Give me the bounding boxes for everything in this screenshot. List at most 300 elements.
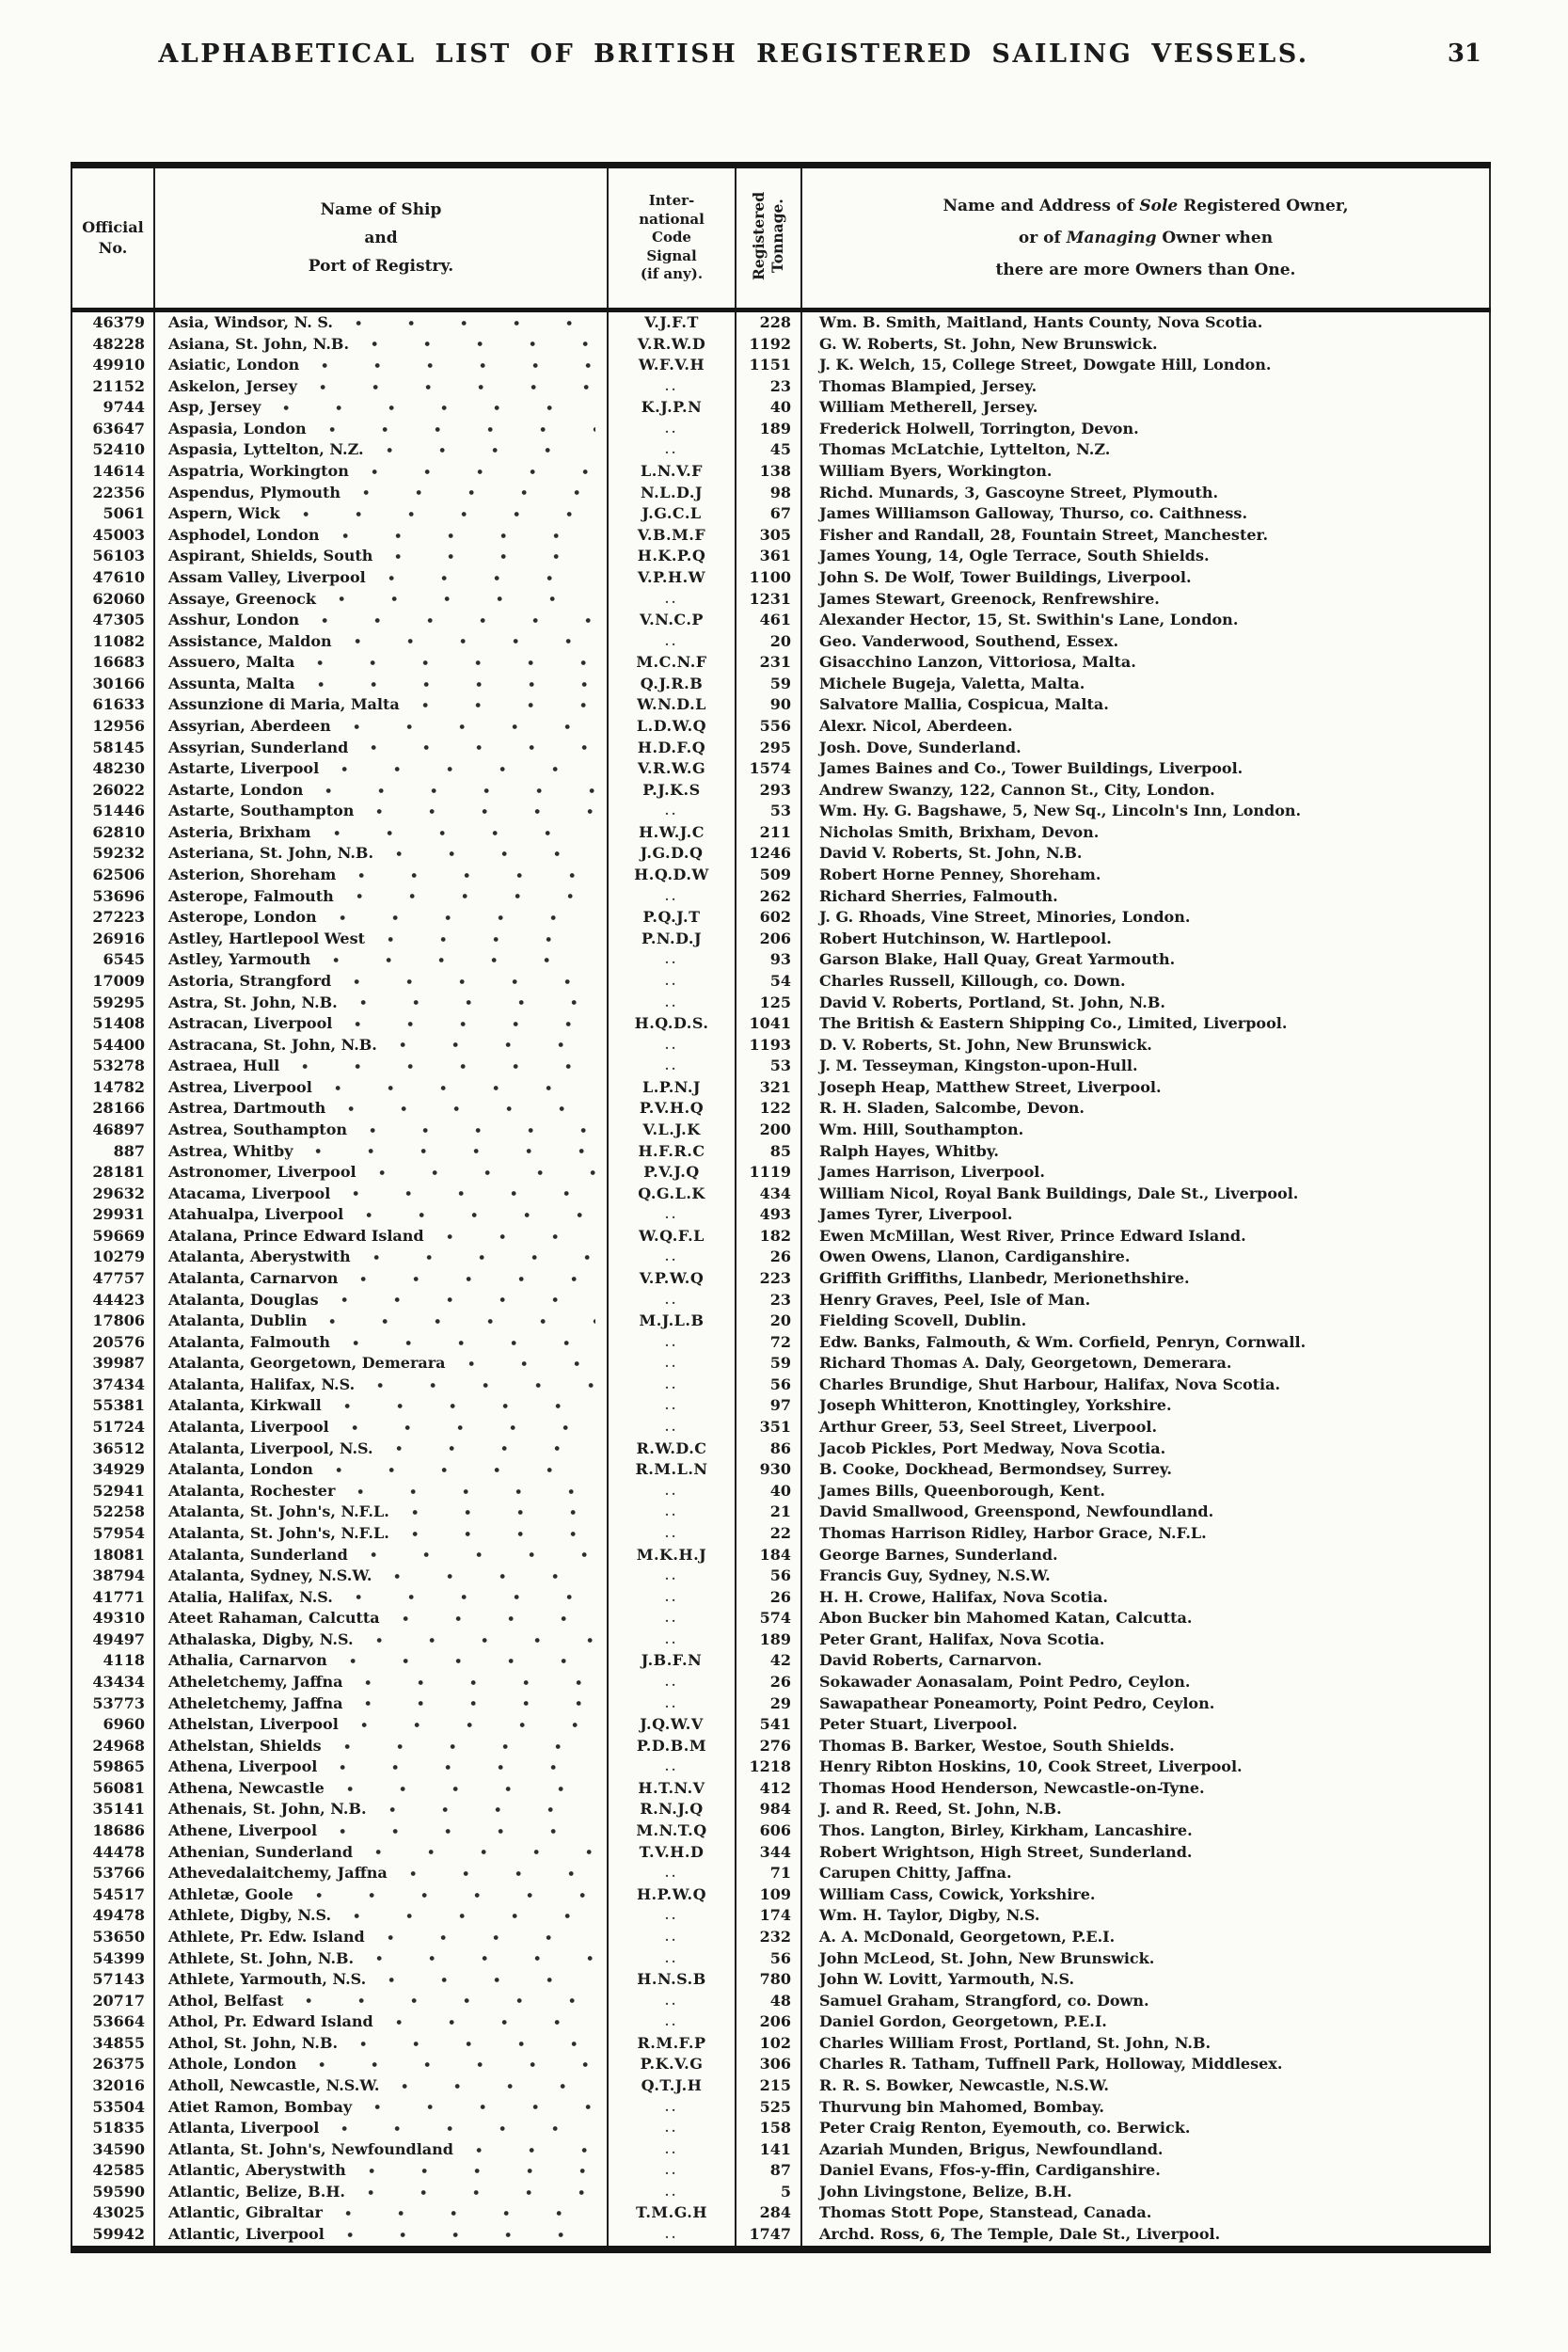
code-signal: P.K.V.G (608, 2054, 736, 2075)
ship-name: Atheletchemy, Jaffna (168, 1693, 343, 1712)
owner-name-address: Samuel Graham, Strangford, co. Down. (801, 1991, 1490, 2012)
registered-tonnage: 412 (736, 1778, 801, 1800)
official-no: 51446 (92, 802, 145, 820)
header-official-no: Official No. (71, 166, 154, 310)
table-row (71, 2202, 1490, 2224)
table-row (71, 376, 1490, 398)
code-signal: Q.G.L.K (608, 1184, 736, 1205)
registered-tonnage: 780 (736, 1969, 801, 1991)
official-no: 18081 (92, 1545, 145, 1564)
ship-name-port (154, 1247, 608, 1268)
ship-name: Athevedalaitchemy, Jaffna (168, 1864, 388, 1883)
ship-name-port (154, 2097, 608, 2119)
table-row (71, 1204, 1490, 1226)
owner-name-address: Charles R. Tatham, Tuffnell Park, Holloway, Middlesex. (801, 2054, 1490, 2075)
table-row (71, 993, 1490, 1014)
ship-name: Atalanta, Liverpool (168, 1418, 329, 1437)
registered-tonnage: 206 (736, 929, 801, 950)
ship-name-port (154, 1905, 608, 1927)
dot-leader (388, 575, 595, 581)
ship-name: Astraea, Hull (168, 1057, 280, 1075)
registered-tonnage: 87 (736, 2160, 801, 2182)
table-row (71, 1905, 1490, 1927)
table-row (71, 461, 1490, 483)
owner-name-address: John S. De Wolf, Tower Buildings, Liverpool. (801, 567, 1490, 589)
owner-name-address: Robert Horne Penney, Shoreham. (801, 865, 1490, 886)
official-no: 49910 (92, 356, 145, 374)
ship-name-port (154, 1162, 608, 1184)
official-no: 29931 (92, 1205, 145, 1224)
table-row (71, 503, 1490, 525)
table-row (71, 397, 1490, 419)
ship-name: Astoria, Strangford (168, 971, 332, 990)
code-signal: W.Q.F.L (608, 1226, 736, 1248)
table-row (71, 1608, 1490, 1629)
registered-tonnage: 232 (736, 1927, 801, 1948)
ship-name-port (154, 694, 608, 716)
ship-name: Atholl, Newcastle, N.S.W. (168, 2075, 380, 2094)
ship-name-port (154, 1311, 608, 1332)
official-no: 62060 (92, 589, 145, 608)
table-row (71, 2033, 1490, 2055)
official-no: 11082 (92, 631, 145, 650)
ship-name: Atalanta, Aberystwith (168, 1248, 351, 1266)
table-row (71, 2160, 1490, 2182)
registered-tonnage: 23 (736, 1290, 801, 1311)
official-no: 48228 (92, 334, 145, 353)
ship-name: Ateet Rahaman, Calcutta (168, 1609, 380, 1628)
ship-name-port (154, 589, 608, 611)
ship-name: Assam Valley, Liverpool (168, 567, 366, 586)
owner-name-address: Wm. Hill, Southampton. (801, 1120, 1490, 1141)
official-no: 22356 (92, 483, 145, 501)
registered-tonnage: 182 (736, 1226, 801, 1248)
owner-name-address: Salvatore Mallia, Cospicua, Malta. (801, 694, 1490, 716)
owner-name-address: David V. Roberts, St. John, N.B. (801, 843, 1490, 865)
ship-name: Athlete, Pr. Edw. Island (168, 1927, 365, 1946)
dot-leader (322, 362, 595, 369)
code-signal: M.N.T.Q (608, 1820, 736, 1842)
ship-name: Athletæ, Goole (168, 1884, 293, 1903)
code-signal: T.V.H.D (608, 1842, 736, 1864)
ship-name: Atalanta, Falmouth (168, 1332, 331, 1351)
table-row (71, 1991, 1490, 2012)
owner-name-address: Abon Bucker bin Mahomed Katan, Calcutta. (801, 1608, 1490, 1629)
ship-name-port (154, 1395, 608, 1417)
dot-leader (354, 978, 595, 985)
official-no: 59865 (92, 1757, 145, 1776)
official-no: 49310 (92, 1609, 145, 1628)
owner-name-address: Wm. H. Taylor, Digby, N.S. (801, 1905, 1490, 1927)
official-no: 6545 (103, 950, 145, 969)
table-row (71, 674, 1490, 695)
official-no: 57143 (92, 1970, 145, 1989)
table-row (71, 525, 1490, 547)
owner-name-address: R. H. Sladen, Salcombe, Devon. (801, 1098, 1490, 1120)
registered-tonnage: 125 (736, 993, 801, 1014)
ship-name-port (154, 1035, 608, 1057)
registered-tonnage: 574 (736, 1608, 801, 1629)
table-row (71, 1948, 1490, 1970)
ship-name-port (154, 334, 608, 356)
code-signal: .. (608, 1523, 736, 1545)
dot-leader (388, 1934, 595, 1941)
owner-name-address: Richard Sherries, Falmouth. (801, 886, 1490, 908)
code-signal: W.F.V.H (608, 355, 736, 376)
code-signal: H.W.J.C (608, 822, 736, 844)
owner-name-address: Andrew Swanzy, 122, Cannon St., City, London. (801, 780, 1490, 802)
official-no: 20717 (92, 1991, 145, 2010)
official-no: 6960 (103, 1715, 145, 1734)
registered-tonnage: 351 (736, 1417, 801, 1438)
registered-tonnage: 295 (736, 738, 801, 759)
table-row (71, 1332, 1490, 1354)
dot-leader (306, 1997, 595, 2004)
owner-name-address: David V. Roberts, Portland, St. John, N.B. (801, 993, 1490, 1014)
owner-name-address: Frederick Holwell, Torrington, Devon. (801, 419, 1490, 440)
ship-name: Assyrian, Aberdeen (168, 716, 331, 735)
code-signal: R.W.D.C (608, 1438, 736, 1460)
owner-name-address: James Young, 14, Ogle Terrace, South Shields. (801, 546, 1490, 567)
owner-name-address: Carupen Chitty, Jaffna. (801, 1863, 1490, 1884)
owner-name-address: Thomas McLatchie, Lyttelton, N.Z. (801, 439, 1490, 461)
registered-tonnage: 215 (736, 2075, 801, 2097)
page-number: 31 (1447, 40, 1481, 68)
official-no: 34590 (92, 2139, 145, 2158)
ship-name: Asshur, London (168, 611, 300, 629)
ship-name: Athlete, Yarmouth, N.S. (168, 1970, 367, 1989)
ship-name: Askelon, Jersey (168, 376, 297, 395)
registered-tonnage: 525 (736, 2097, 801, 2119)
ship-name-port (154, 1502, 608, 1523)
table-row (71, 1417, 1490, 1438)
dot-leader (371, 744, 595, 751)
code-signal: .. (608, 1991, 736, 2012)
ship-name-port (154, 780, 608, 802)
ship-name-port (154, 419, 608, 440)
owner-name-address: Garson Blake, Hall Quay, Great Yarmouth. (801, 949, 1490, 971)
dot-leader (368, 2189, 595, 2196)
table-header (71, 166, 1490, 310)
ship-name: Asterope, Falmouth (168, 886, 334, 905)
owner-name-address: William Nicol, Royal Bank Buildings, Dale St., Liverpool. (801, 1184, 1490, 1205)
ship-name: Atlantic, Aberystwith (168, 2161, 346, 2180)
table-row (71, 546, 1490, 567)
table-row (71, 1056, 1490, 1077)
registered-tonnage: 158 (736, 2118, 801, 2139)
official-no: 57954 (92, 1523, 145, 1542)
code-signal: H.N.S.B (608, 1969, 736, 1991)
official-no: 53664 (92, 2012, 145, 2031)
official-no: 10279 (92, 1248, 145, 1266)
registered-tonnage: 231 (736, 652, 801, 674)
code-signal: H.Q.D.S. (608, 1013, 736, 1035)
official-no: 59295 (92, 993, 145, 1011)
dot-leader (355, 1021, 595, 1027)
dot-leader (396, 2019, 595, 2026)
table-row (71, 1226, 1490, 1248)
owner-name-address: Archd. Ross, 6, The Temple, Dale St., Liverpool. (801, 2224, 1490, 2249)
code-signal: M.C.N.F (608, 652, 736, 674)
table-row (71, 1395, 1490, 1417)
registered-tonnage: 1151 (736, 355, 801, 376)
ship-name: Atalana, Prince Edward Island (168, 1226, 424, 1245)
dot-leader (360, 1276, 595, 1282)
table-row (71, 907, 1490, 929)
owner-name-address: Robert Hutchinson, W. Hartlepool. (801, 929, 1490, 950)
ship-name-port (154, 716, 608, 738)
ship-name-port (154, 971, 608, 993)
ship-name-port (154, 1375, 608, 1396)
code-signal: .. (608, 2097, 736, 2119)
dot-leader (319, 2061, 595, 2068)
table-row (71, 652, 1490, 674)
official-no: 887 (113, 1141, 145, 1160)
official-no: 39987 (92, 1354, 145, 1373)
ship-name: Atalanta, Halifax, N.S. (168, 1375, 356, 1393)
owner-name-address: Richd. Munards, 3, Gascoyne Street, Plymouth. (801, 483, 1490, 504)
official-no: 63647 (92, 419, 145, 437)
ship-name-port (154, 1438, 608, 1460)
code-signal: J.Q.W.V (608, 1714, 736, 1736)
owner-name-address: A. A. McDonald, Georgetown, P.E.I. (801, 1927, 1490, 1948)
ship-name: Athole, London (168, 2055, 297, 2074)
registered-tonnage: 305 (736, 525, 801, 547)
table-row (71, 419, 1490, 440)
dot-leader (334, 830, 595, 836)
table-row (71, 1353, 1490, 1375)
dot-leader (354, 723, 595, 730)
code-signal: V.P.H.W (608, 567, 736, 589)
code-signal: .. (608, 949, 736, 971)
owner-name-address: Griffith Griffiths, Llanbedr, Merionethshire. (801, 1268, 1490, 1290)
table-row (71, 1565, 1490, 1587)
ship-name: Astrea, Southampton (168, 1120, 347, 1138)
header-ship-port: Name of Ship and Port of Registry. (154, 166, 608, 310)
vessel-rows (71, 310, 1490, 2249)
code-signal: .. (608, 1693, 736, 1715)
dot-leader (355, 638, 595, 644)
dot-leader (322, 617, 595, 624)
dot-leader (389, 1806, 595, 1813)
table-row (71, 2182, 1490, 2203)
ship-name-port (154, 610, 608, 631)
code-signal: .. (608, 589, 736, 611)
ship-name-port (154, 525, 608, 547)
registered-tonnage: 189 (736, 1629, 801, 1651)
code-signal: .. (608, 1353, 736, 1375)
dot-leader (360, 999, 595, 1006)
registered-tonnage: 109 (736, 1884, 801, 1906)
code-signal: .. (608, 1056, 736, 1077)
ship-name: Assunzione di Maria, Malta (168, 695, 400, 714)
dot-leader (376, 1955, 595, 1962)
ship-name: Athena, Liverpool (168, 1757, 318, 1776)
ship-name-port (154, 1587, 608, 1609)
table-row (71, 2011, 1490, 2033)
registered-tonnage: 461 (736, 610, 801, 631)
owner-name-address: Owen Owens, Llanon, Cardiganshire. (801, 1247, 1490, 1268)
official-no: 35141 (92, 1800, 145, 1819)
official-no: 53278 (92, 1057, 145, 1075)
table-row (71, 1778, 1490, 1800)
ship-name-port (154, 1778, 608, 1800)
ship-name-port (154, 1608, 608, 1629)
registered-tonnage: 138 (736, 461, 801, 483)
code-signal: .. (608, 1905, 736, 1927)
official-no: 42585 (92, 2161, 145, 2180)
registered-tonnage: 45 (736, 439, 801, 461)
official-no: 26022 (92, 780, 145, 799)
official-no: 41771 (92, 1587, 145, 1606)
registered-tonnage: 206 (736, 2011, 801, 2033)
registered-tonnage: 228 (736, 310, 801, 334)
ship-name-port (154, 2139, 608, 2161)
code-signal: .. (608, 886, 736, 908)
official-no: 56103 (92, 547, 145, 565)
ship-name: Astronomer, Liverpool (168, 1163, 356, 1182)
registered-tonnage: 26 (736, 1587, 801, 1609)
owner-name-address: William Metherell, Jersey. (801, 397, 1490, 419)
table-row (71, 738, 1490, 759)
vessels-table (71, 162, 1491, 2253)
ship-name-port (154, 1141, 608, 1163)
registered-tonnage: 306 (736, 2054, 801, 2075)
table-row (71, 843, 1490, 865)
dot-leader (356, 893, 595, 899)
owner-name-address: Jacob Pickles, Port Medway, Nova Scotia. (801, 1438, 1490, 1460)
official-no: 52258 (92, 1502, 145, 1521)
owner-name-address: Thurvung bin Mahomed, Bombay. (801, 2097, 1490, 2119)
ship-name: Aspirant, Shields, South (168, 547, 373, 565)
code-signal: P.J.K.S (608, 780, 736, 802)
code-signal: W.N.D.L (608, 694, 736, 716)
ship-name-port (154, 2054, 608, 2075)
owner-name-address: John W. Lovitt, Yarmouth, N.S. (801, 1969, 1490, 1991)
dot-leader (402, 2083, 595, 2090)
code-signal: .. (608, 801, 736, 822)
official-no: 26375 (92, 2055, 145, 2074)
registered-tonnage: 141 (736, 2139, 801, 2161)
dot-leader (422, 702, 595, 708)
official-no: 34855 (92, 2033, 145, 2052)
official-no: 44423 (92, 1290, 145, 1309)
registered-tonnage: 20 (736, 631, 801, 653)
official-no: 24968 (92, 1736, 145, 1755)
code-signal: .. (608, 1587, 736, 1609)
owner-name-address: H. H. Crowe, Halifax, Nova Scotia. (801, 1587, 1490, 1609)
registered-tonnage: 48 (736, 1991, 801, 2012)
ship-name: Aspasia, London (168, 419, 307, 437)
owner-name-address: Nicholas Smith, Brixham, Devon. (801, 822, 1490, 844)
ship-name-port (154, 1184, 608, 1205)
dot-leader (329, 1318, 595, 1325)
official-no: 9744 (103, 398, 145, 417)
owner-name-address: Josh. Dove, Sunderland. (801, 738, 1490, 759)
official-no: 47305 (92, 611, 145, 629)
ship-name-port (154, 801, 608, 822)
owner-name-address: Sawapathear Poneamorty, Point Pedro, Ceylon. (801, 1693, 1490, 1715)
official-no: 5061 (103, 504, 145, 523)
ship-name: Asterion, Shoreham (168, 866, 337, 884)
official-no: 43025 (92, 2203, 145, 2222)
table-row (71, 567, 1490, 589)
owner-name-address: John McLeod, St. John, New Brunswick. (801, 1948, 1490, 1970)
owner-name-address: Daniel Evans, Ffos-y-ffin, Cardiganshire. (801, 2160, 1490, 2182)
owner-name-address: Edw. Banks, Falmouth, & Wm. Corfield, Penryn, Cornwall. (801, 1332, 1490, 1354)
registered-tonnage: 42 (736, 1650, 801, 1672)
table-row (71, 2097, 1490, 2119)
dot-leader (333, 957, 595, 963)
code-signal: .. (608, 1672, 736, 1693)
ship-name: Asiatic, London (168, 356, 300, 374)
ship-name: Atlantic, Gibraltar (168, 2203, 323, 2222)
owner-name-address: Thos. Langton, Birley, Kirkham, Lancashire. (801, 1820, 1490, 1842)
official-no: 46897 (92, 1120, 145, 1138)
owner-name-address: James Williamson Galloway, Thurso, co. Caithness. (801, 503, 1490, 525)
ship-name: Aspasia, Lyttelton, N.Z. (168, 440, 364, 459)
official-no: 53773 (92, 1693, 145, 1712)
ship-name: Atalanta, Carnarvon (168, 1269, 339, 1288)
ship-name-port (154, 1736, 608, 1757)
ship-name: Atalanta, Douglas (168, 1290, 319, 1309)
owner-name-address: Arthur Greer, 53, Seel Street, Liverpool. (801, 1417, 1490, 1438)
dot-leader (340, 1764, 595, 1771)
official-no: 14614 (92, 462, 145, 481)
ship-name: Atalanta, Sydney, N.S.W. (168, 1566, 372, 1585)
ship-name: Assuero, Malta (168, 653, 295, 672)
dot-leader (353, 1190, 595, 1197)
official-no: 51724 (92, 1418, 145, 1437)
registered-tonnage: 984 (736, 1799, 801, 1820)
ship-name-port (154, 1842, 608, 1864)
code-signal: .. (608, 1863, 736, 1884)
official-no: 28181 (92, 1163, 145, 1182)
table-row (71, 1098, 1490, 1120)
owner-name-address: J. M. Tesseyman, Kingston-upon-Hull. (801, 1056, 1490, 1077)
owner-name-address: Michele Bugeja, Valetta, Malta. (801, 674, 1490, 695)
ship-name-port (154, 1693, 608, 1715)
registered-tonnage: 321 (736, 1077, 801, 1099)
table-row (71, 2075, 1490, 2097)
ship-name-port (154, 397, 608, 419)
registered-tonnage: 1100 (736, 567, 801, 589)
dot-leader (412, 1531, 595, 1537)
ship-name-port (154, 1417, 608, 1438)
table-row (71, 631, 1490, 653)
ship-name-port (154, 1523, 608, 1545)
official-no: 38794 (92, 1566, 145, 1585)
code-signal: R.M.F.P (608, 2033, 736, 2055)
header-owner: Name and Address of Sole Registered Owner, or of Managing Owner when there are more Owners than One. (801, 166, 1490, 310)
table-row (71, 801, 1490, 822)
table-row (71, 1077, 1490, 1099)
ship-name: Astrea, Whitby (168, 1141, 293, 1160)
ship-name: Atalanta, Liverpool, N.S. (168, 1438, 373, 1457)
table-row (71, 1756, 1490, 1778)
ship-name-port (154, 2118, 608, 2139)
ship-name: Atalanta, St. John's, N.F.L. (168, 1502, 389, 1521)
code-signal: .. (608, 1948, 736, 1970)
owner-name-address: Geo. Vanderwood, Southend, Essex. (801, 631, 1490, 653)
registered-tonnage: 223 (736, 1268, 801, 1290)
dot-leader (412, 1509, 595, 1516)
owner-name-address: Ewen McMillan, West River, Prince Edward Island. (801, 1226, 1490, 1248)
ship-name: Atalanta, Dublin (168, 1311, 308, 1330)
ship-name: Athlete, Digby, N.S. (168, 1906, 332, 1925)
registered-tonnage: 1246 (736, 843, 801, 865)
registered-tonnage: 1193 (736, 1035, 801, 1057)
